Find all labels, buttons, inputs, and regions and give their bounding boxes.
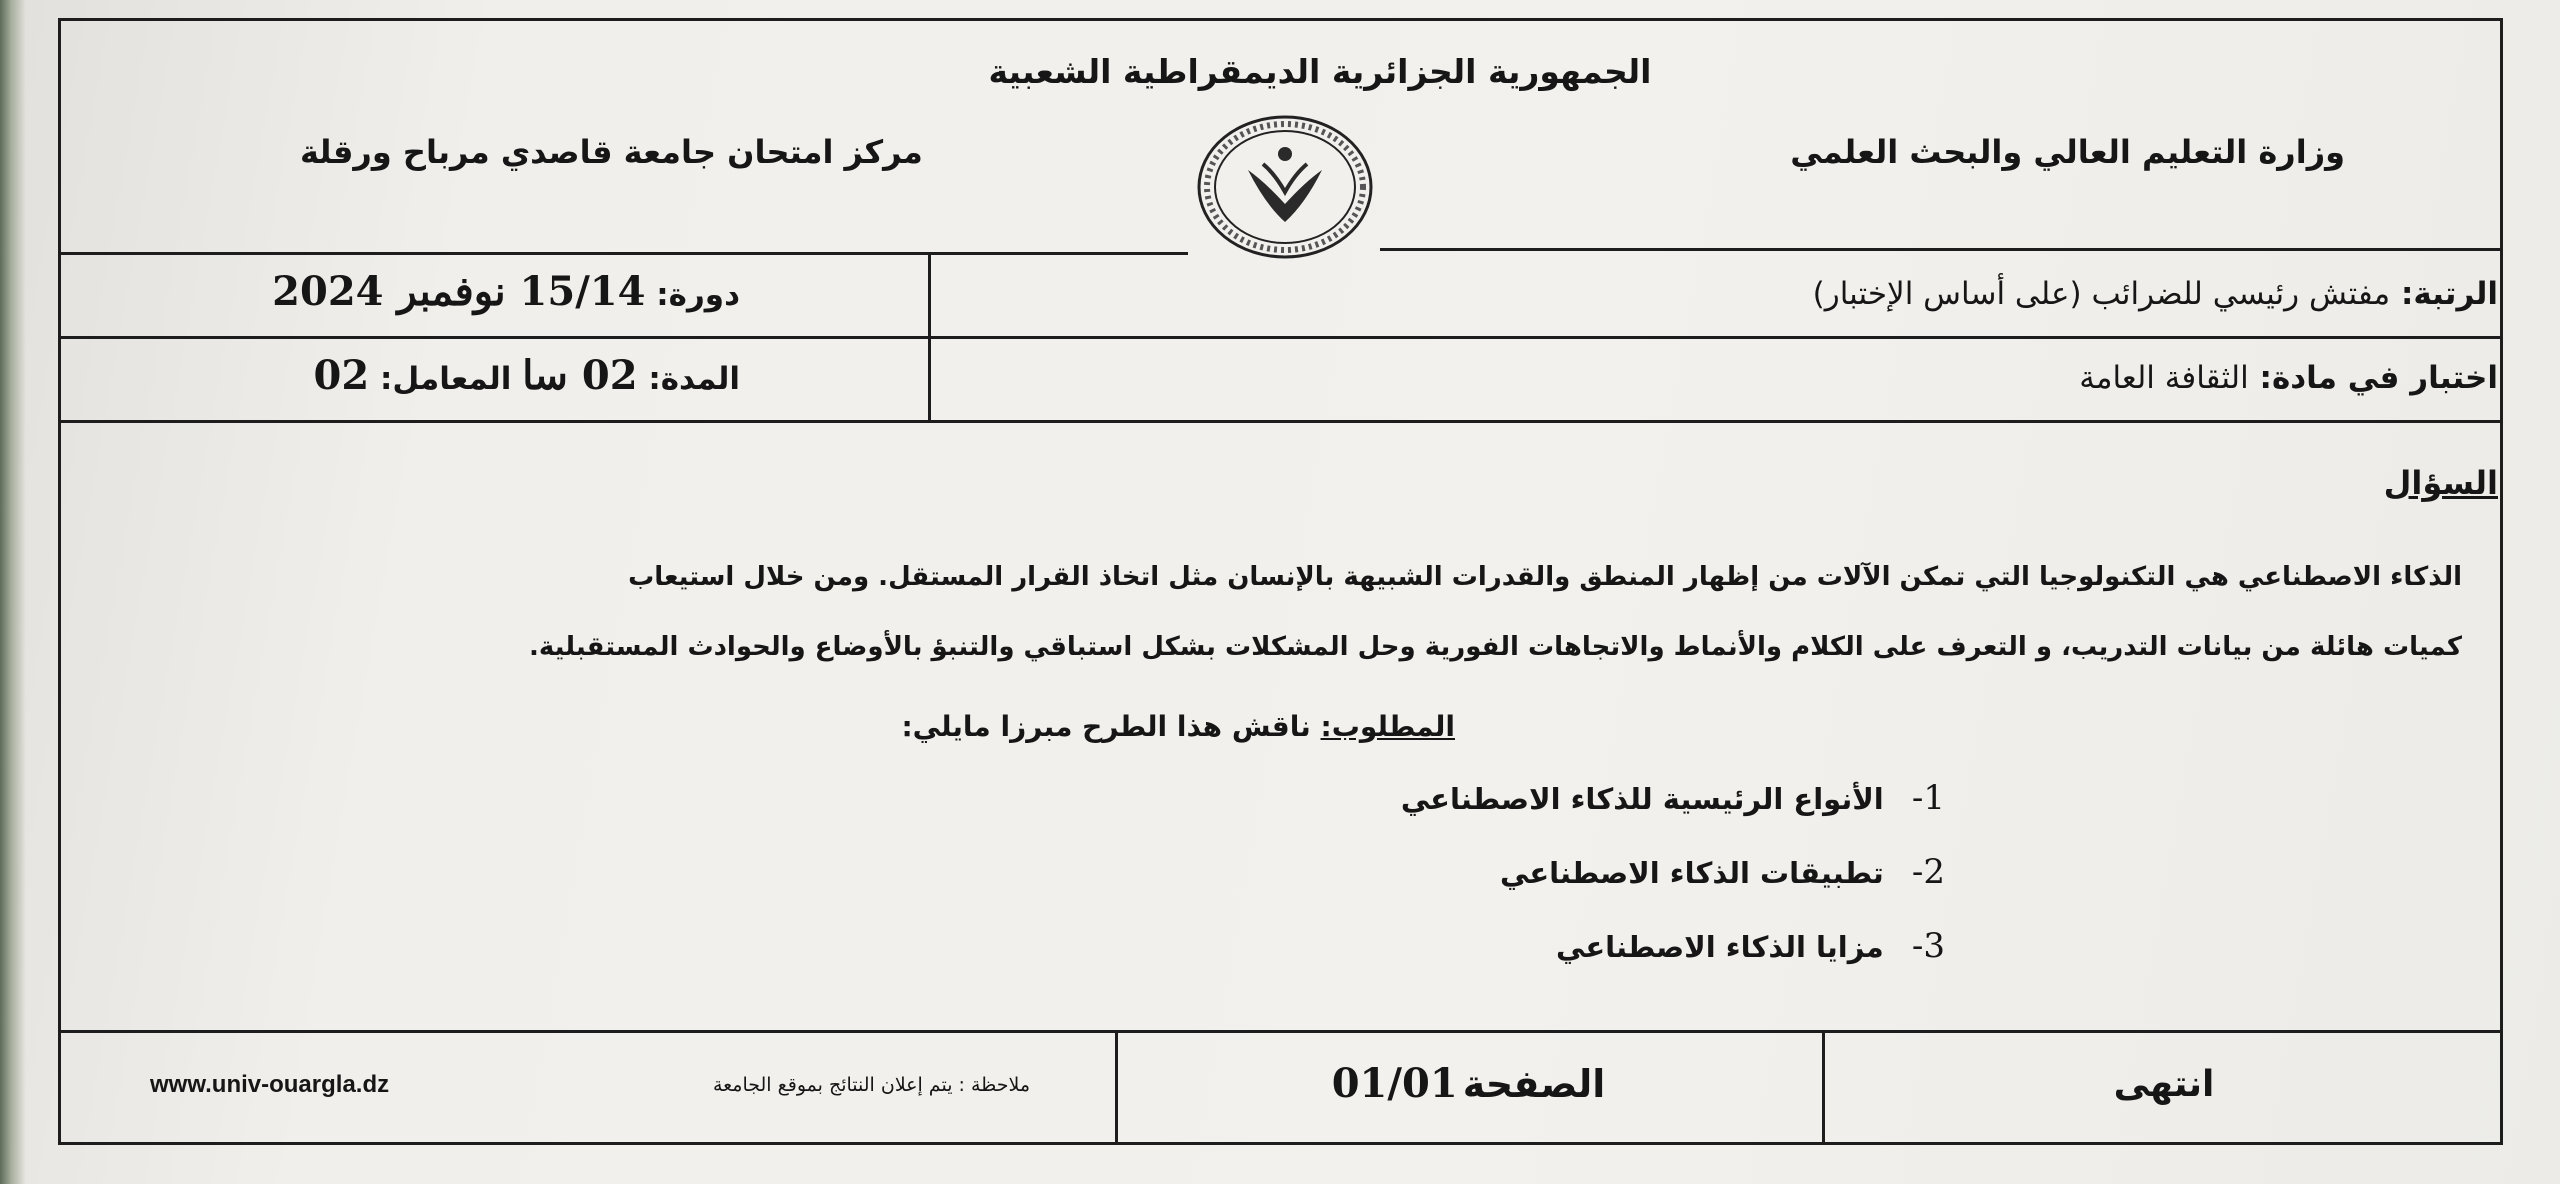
info-row-divider bbox=[58, 336, 2503, 339]
rank-line bbox=[1813, 276, 2498, 312]
list-item bbox=[1500, 852, 1945, 892]
list-item-number: 3- bbox=[1911, 926, 1945, 966]
page-value: 01/01 bbox=[1331, 1060, 1458, 1107]
required-label: المطلوب: bbox=[1320, 710, 1455, 743]
list-item-number: 1- bbox=[1911, 778, 1945, 818]
university-seal-icon bbox=[1193, 112, 1377, 262]
required-line bbox=[901, 710, 1455, 743]
required-text: ناقش هذا الطرح مبرزا مايلي: bbox=[901, 710, 1311, 743]
list-item-number: 2- bbox=[1911, 852, 1945, 892]
republic-title: الجمهورية الجزائرية الديمقراطية الشعبية bbox=[988, 52, 1652, 91]
subject-label: اختبار في مادة: bbox=[2259, 360, 2498, 396]
coefficient-label: المعامل: bbox=[379, 361, 512, 397]
page-indicator bbox=[1115, 1060, 1822, 1107]
subject-line bbox=[2079, 360, 2498, 396]
subject-value: الثقافة العامة bbox=[2079, 360, 2249, 396]
question-paragraph-line-1: الذكاء الاصطناعي هي التكنولوجيا التي تمكن الآلات من إظهار المنطق والقدرات الشبيهة بالإنسان مثل اتخاذ القرار المستقل. ومن خلال استيعاب bbox=[628, 562, 2462, 592]
rank-value: مفتش رئيسي للضرائب (على أساس الإختبار) bbox=[1812, 276, 2391, 312]
end-label: انتهى bbox=[2113, 1064, 2215, 1105]
header-rule-left bbox=[58, 252, 1188, 255]
list-item-text: الأنواع الرئيسية للذكاء الاصطناعي bbox=[1400, 782, 1884, 816]
duration-line bbox=[314, 352, 740, 399]
list-item bbox=[1401, 778, 1945, 818]
ministry-name: وزارة التعليم العالي والبحث العلمي bbox=[1790, 133, 2345, 171]
page-label: الصفحة bbox=[1462, 1062, 1606, 1106]
footer-note: ملاحظة : يتم إعلان النتائج بموقع الجامعة bbox=[712, 1074, 1030, 1096]
list-item bbox=[1556, 926, 1945, 966]
footer-website: www.univ-ouargla.dz bbox=[150, 1071, 390, 1098]
session-value: 15/14 نوفمبر 2024 bbox=[272, 268, 646, 315]
exam-center-name: مركز امتحان جامعة قاصدي مرباح ورقلة bbox=[300, 133, 923, 171]
question-heading: السؤال bbox=[2383, 464, 2498, 502]
info-bottom-rule bbox=[58, 420, 2503, 423]
question-paragraph-line-2: كميات هائلة من بيانات التدريب، و التعرف على الكلام والأنماط والاتجاهات الفورية وحل المشكلات بشكل استباقي والتنبؤ بالأوضاع والحوادث المستقبلية. bbox=[529, 632, 2462, 662]
header-rule-right bbox=[1380, 248, 2503, 251]
duration-label: المدة: bbox=[648, 361, 740, 397]
footer-top-rule bbox=[58, 1030, 2503, 1033]
list-item-text: مزايا الذكاء الاصطناعي bbox=[1555, 930, 1884, 964]
coefficient-value: 02 bbox=[313, 352, 370, 399]
list-item-text: تطبيقات الذكاء الاصطناعي bbox=[1499, 856, 1884, 890]
info-column-divider bbox=[928, 252, 931, 422]
session-line bbox=[272, 268, 740, 315]
rank-label: الرتبة: bbox=[2400, 276, 2498, 312]
duration-value: 02 سا bbox=[522, 352, 638, 399]
session-label: دورة: bbox=[656, 277, 740, 313]
